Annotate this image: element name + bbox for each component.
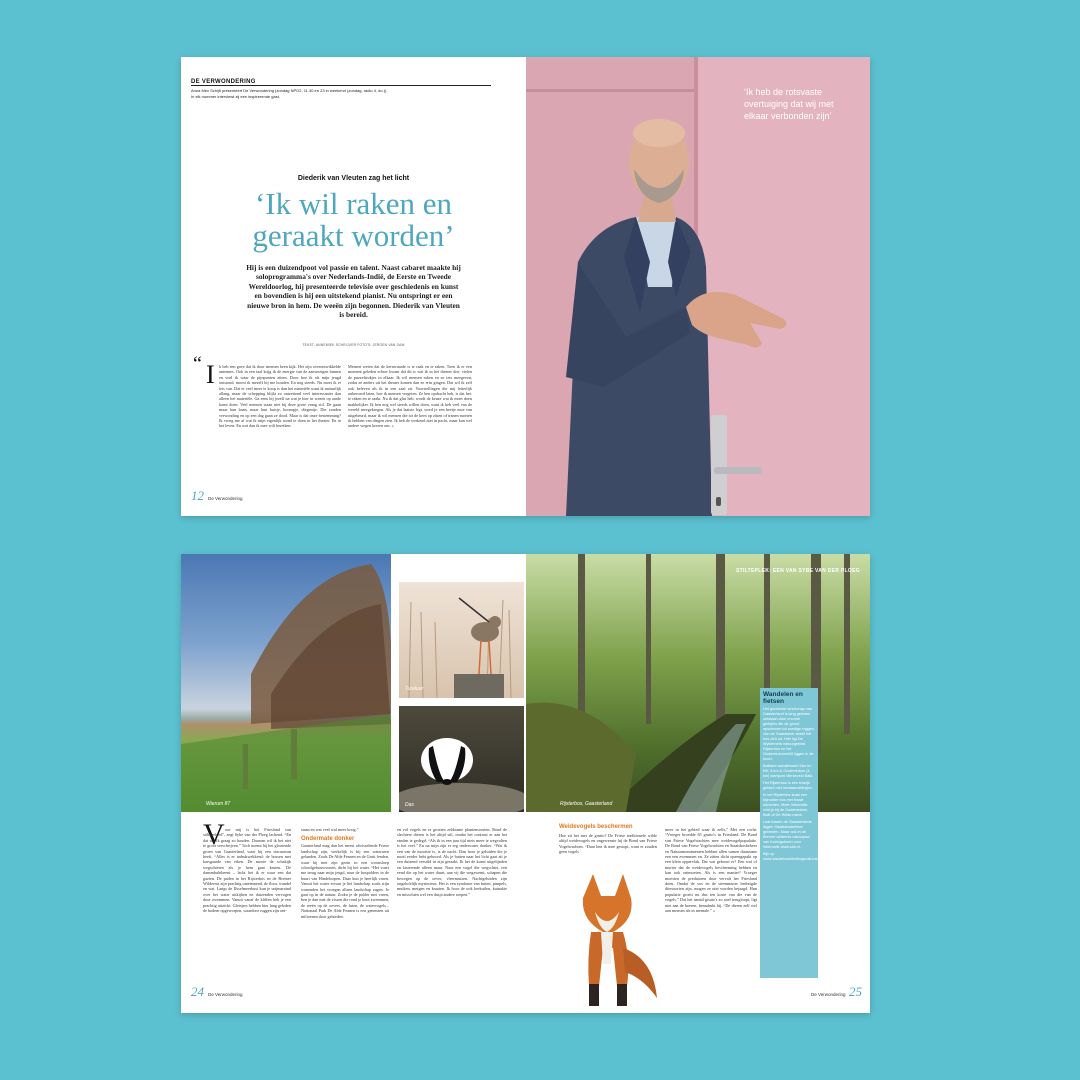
dropcap-v: V [203,818,225,851]
body-column-2: Mensen weten dat de kernwaarde is te raak en te raken. Toen ik er een moment geleden echter kwam dat dit is wat ik in het theater doe, vielen de puzzelstukjes in elkaar. Ik wil mensen raken en ze iets meegeven, zodat ze anders uit het theater komen dan ze erin gingen. Dat wil ik zelf ook beleven als ik in een zaal zit. Voorstellingen die mij letterlijk onberoerd laten, hoe ik mensen vergeten. Ze ben opdracht heb, is dat het: te raken en te raakt. Nu ik dat glas heb, wordt de keuze wat ik moet doen makkelijker. Ik ben nog wel steeds willen doen, want ik heb veel van de wereld meegekregen. Als je dat laatste legt, word je een beetje moe van uitgebeurd, maar ik wil mensen die tot de kern op zitten of tranen moeten ik hebben van dingen zien. Ik heb de werkend niet in pacht, maar kan wel andere wegen kiezen om. » [348,364,472,429]
headline-line-2: geraakt worden’ [252,218,455,253]
caption-dyke: Wierum 87 [206,801,231,807]
page-number-left: 12 [191,488,204,503]
kicker: Diederik van Vleuten zag het licht [297,175,410,182]
folio-name-24: De Verwondering [208,992,243,997]
header-rule [191,85,491,86]
magazine-spread-nature [181,554,870,1013]
folio-name-25: De Verwondering [811,992,846,997]
fox-illustration [553,868,663,1008]
body-column-2: staan en wat veel wal meer hoog.” Ondermate donker Gaasterland mag dan het meest afwisselende Friese landschap zijn, werkelijk is bij een wateraren gelanden. Zoals De Alde Feanen en de Grutt fenden, waar hij met zijn gezin in een woonsloep schoolgebouwvonen, dicht bij het water. “Het voert me terug naar mijn jeugd, naar de bospolders in de buurt van Hindeloopen. Daar kun je heerlijk varen. Vanuit het water ervaar je het landschap zoals stijn wonenden het vroegen alleen landschap zagen. Je gaat op in de natuur. Zodra je de polder met varen, ben je dan met de vissen die rond je boot zwemmen, de reeën op de oevers, de futen, de watervogels... Nationaal Park De Alde Feanen is een genenzen uit milioenen door gebieden. [301,827,389,919]
info-box-text: Het glooiende landschap van Gaasterland is lang geleden ontstaan door enorme gletsjers die de grond opschoven tot zandige ruggen. Van de Gaastmeer strekt het bos zich uit. Hier ligt De Wyldemerk natuurgebied. Rijsterbos en het Oudemirdumerklif liggen in de buurt. [763,707,815,761]
redshank-photo [399,582,524,698]
forest-photo [526,554,870,812]
body-column-1: k heb een gave dat ik door mensen heen kijk. Het zijn overontwikkelde antennes. Ook in een taal krijg ik de energie van de aanwezigen binnen en voel ik waar de pijnpunten zitten. Door hoe ik als mijn jeugd ontstond, moest ik mezelf bij me houden. En nog steeds. Nu moet ik er iets van. Dat er veel meer te koop is dan het materiële want ik natuurlijk allang, maar de schepping blijkt zo ontzettend veel interessanter dan alleen het materiële. Ga eens bij jezelf na wat je hier in wezen op aarde komt doen. Veel mensen staan niet bij deze grote vraag stil. De gaan maar hun baan, maar hun huisje, boompje, diegentje. Die zouden verwonding en op een dag gaan ze dood. Maar is dat onze bestemming? Ik vroeg me af wat ik mijn eigenlijk stond te doen in het theater. En in het leven. En wat dan ik mee wilt bereiken. [219,364,341,429]
info-box-item: Laat tussen de Gaasterlands liggen Staatsbosbeheer gebieden. Maar ook in de Bremer wildernis natuurpad van Koningstoren voor informatie www.sbb.nl. [763,820,812,849]
keyhole [716,497,721,506]
dyke-landscape-photo [181,554,391,812]
info-box-item: Kijk op www.wandelvoorlichtingsnatuurmonumenten.nl [763,852,843,861]
info-box-title: Wandelen en fietsen [763,691,803,705]
info-box-item: In het Rijsterbos staat een bijzonder bos met fraaie uitzichten. Meer informatie vind je bij de Oudemirdum, Balk of De Wilde-mans. [763,793,809,817]
caption-badger: Das [405,802,414,808]
intro-line-2: In elk nummer interviewt zij een inspirerende gast. [191,93,280,99]
body-column-5: meer in het gebied waar ik zelfs.” Met een rocht: “Vroeger broedde 65 grutto's in Friesland. De Bond van Friese Vogelwachten mee weidevogelpopulatie. De Bond van Friese Vogelwachten en Staatsbosbeheer en Natuurmonumenten hebben allen samen duurzame een een zwemmen en. Ze zitten dicht opeengepakt op een klein oppervlak. Dat wat geboort er? Een wat of murrer dat de weidevogels bescherming hebben en kan ook ontmoeten. Als is een manier? Vroeger moesten de predatoren door vervalt het Friesland doen. Omdat de vos en de steenmarter bedreigde diersoorten zijn, mogen ze niet worden bejaagd. Hun populatie groeit nu dus ten koste van die van de vogels.” Dat het aantal grutto's zo snel terugloopt, ligt niet aan de boeren, benadrukt hij. “De dieren zelf wel aan mensen als in mentale.” » [665,827,757,914]
caption-redshank: Tureluur [405,686,424,692]
info-box-walking-cycling [760,688,843,978]
credits: TEKST: ANNEMIEK SCHRIJVER FOTO'S: JEROEN VAN DAM [302,343,405,347]
door-handle [714,467,762,474]
magazine-spread-interview [181,57,870,516]
badger-photo [399,706,524,812]
info-box-item: Het Rijsterbos is een bosrijk gebied met rondwandelingen. [763,781,813,790]
photo-credit: STILTEPLEK: EEN VAN SYBE VAN DER PLOEG [736,568,860,574]
subhead-weidevogels: Weidevogels beschermen [559,824,633,830]
info-box-list [763,764,843,862]
headline-line-1: ‘Ik wil raken en [254,186,453,221]
headline [181,188,526,252]
subhead-ondermate-donker: Ondermate donker [301,836,355,843]
body-column-1: oor mij is het Friesland van stiltegebied”, zegt Sybe van der Ploeg lachend. “En dat wil ik graag zo houden. Daarom wil ik het niet te groot verschrijven.” Toch noemt hij het glooiende groen van Gaasterland, waar hij een stacaravan heeft. “Alles is er indrukwekkend: de bossen met karsgaarde van eiken. De mooie de schakijk wegschieten als je hem gaat kruien. De dansmbuhtbeent – lacht het ik er waar een dat gazien. De paden in het Rijsterbos en de Bremer Wildernis zijn prachtig omeennend, de flora, wandel en wat. Langs de IJsselmeerkust kun je urijmaraind over het water uitkijken en duizenden vervogen door zwemmen. Vanuit vanaf de kliffen heb je een prachtig uitzicht. Gletsjers hebben hier lang geleden de bodem opgeworpen, waardoor ruggen zijn ont- [203,827,291,914]
intro-line-1: Anna Mex Schijlt presenteert De Verwondering (zondag NPO2, 11.30 en 23 in weekend (zondag, radio 4, do.)). [191,88,388,93]
section-label: DE VERWONDERING [191,79,256,85]
page-number-24: 24 [191,984,204,999]
lead-paragraph: Hij is een duizendpoot vol passie en talent. Naast cabaret maakte hij soloprogramma's over Nederlands-Indië, de Eerste en Tweede Wereldoorlog, hij presenteerde televisie over geschiedenis en kunst en bovendien is hij een uitstekend pianist. Nu ontspringt er een nieuwe bron in hem. De weeën zijn begonnen. Diederik van Vleuten is bereid. [246,263,461,320]
info-box-item: Balkster wandelroute Mar en Klif, 8 km & Oudemirdum (4 km) startpunt Merkeveld Balk. [763,764,814,778]
body-column-4: Hoe zit het met de grutto? De Friese traditionele wilde altijd weidevogels en ongewenste hij de Bond van Friese Vogelwachten. “Daar ben ik mee gestopt, want er zouden geen vogels [559,833,657,855]
caption-forest: Rijsterbos, Gaasterland [560,801,613,807]
pull-quote: ‘Ik heb de rotsvaste overtuiging dat wij met elkaar verbonden zijn’ [744,87,834,121]
portrait-photo [526,57,870,516]
folio-name-left: De Verwondering [208,496,243,501]
man-figure [526,57,870,516]
page-number-25: 25 [849,984,862,999]
body-column-3: en vol vogels en er groeien zeldzame plantensoorten. Rond de slechtere dieren is het altijd stil, omdat het contrast er aan het randen te gedegd. “Als ik in een jaar tijd niets meer te wegvalten is het veel.” En na mijn zijn er erg onderwater donker. “Wat ik een van de mooiste is, is de nacht. Dan hoor je geluiden die je nooit eerder hebt gehoord. Als je buiten naar het licht gaat zit je een duizend verstild in zijn geraakt. Ik het de kunst uitgelijnden en lasterende alleen maar. Naar een vogel die wegschiet, een eend die op het water duurt, aan vij die wegzwemt, schapen die bewegen op de oever, vleermuizen. Nachtgeluiden zijn ongelofelijk mysterieus. Het is een symfonie van futten, pimpels, muiken, meigen en kraaien. Ik hoor de ook kerkuilen, kuinakte en misschien wel een dusja andere roepen.” [397,827,507,897]
quote-mark: “ [193,353,202,375]
dropcap: I [206,360,215,389]
